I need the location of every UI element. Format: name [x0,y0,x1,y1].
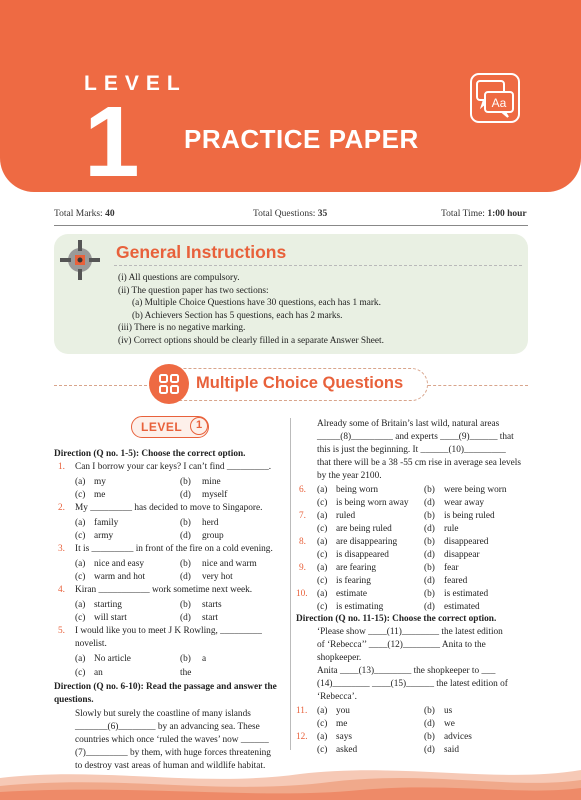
option-label: (c) [75,572,86,582]
instructions-title: General Instructions [116,242,287,262]
passage-line: to destroy vast areas of human and wildlife habitat. [75,761,266,771]
option-label: (c) [75,531,86,541]
question-number: 7. [299,511,306,521]
question-text: It is _________ in front of the fire on a cold evening. [75,544,273,554]
option-label: (b) [180,654,191,664]
total-time: Total Time: 1:00 hour [441,209,527,219]
option-label: (c) [75,490,86,500]
option-text: estimate [336,589,367,599]
option-text: will start [94,613,127,623]
option-text: we [444,719,455,729]
question-text: novelist. [75,639,107,649]
passage-line: Slowly but surely the coastline of many islands [75,709,251,719]
option-text: nice and warm [202,559,257,569]
option-text: were being worn [444,485,507,495]
question-number: 2. [58,503,65,513]
option-text: is fearing [336,576,371,586]
option-label: (d) [424,602,435,612]
passage-line: countries which once ‘ruled the waves’ now ______ [75,735,269,745]
option-text: No article [94,654,131,664]
option-text: is estimated [444,589,489,599]
option-label: (d) [424,719,435,729]
option-text: advices [444,732,472,742]
option-text: ruled [336,511,356,521]
option-label: (a) [317,563,328,573]
section-divider [54,385,152,386]
column-divider [290,418,291,750]
option-label: (a) [75,559,86,569]
option-text: mine [202,477,221,487]
option-text: is estimating [336,602,384,612]
option-label: (b) [424,563,435,573]
dialogue-line: of ‘Rebecca’’ ____(12)________ Anita to the [317,640,486,650]
passage-line: by the year 2100. [317,471,382,481]
option-label: (c) [317,550,328,560]
question-number: 11. [296,706,308,716]
passage-line: _____(8)_________ and experts ____(9)______ that [317,432,514,442]
question-number: 5. [58,626,65,636]
instruction-item: (a) Multiple Choice Questions have 30 questions, each has 1 mark. [132,298,381,308]
option-text: us [444,706,453,716]
option-label: (b) [180,477,191,487]
option-text: are being ruled [336,524,392,534]
option-label: (d) [180,572,191,582]
option-label: (c) [317,576,328,586]
option-text: estimated [444,602,480,612]
option-text: asked [336,745,358,755]
option-text: disappear [444,550,480,560]
instruction-item: (i) All questions are compulsory. [118,273,240,283]
page-title: PRACTICE PAPER [184,124,419,154]
instructions-list [118,272,384,347]
level-number: 1 [84,86,140,198]
option-text: said [444,745,459,755]
option-text: says [336,732,353,742]
option-text: warm and hot [94,572,146,582]
divider [54,225,528,226]
dialogue-line: ‘Rebecca’. [317,692,357,702]
section-divider [428,385,528,386]
option-label: (d) [424,524,435,534]
direction-text: questions. [54,695,94,705]
option-label: (b) [424,537,435,547]
section-title: Multiple Choice Questions [196,374,404,392]
question-text: Kiran ___________ work sometime next week. [75,585,253,595]
question-text: My _________ has decided to move to Singapore. [75,503,263,513]
option-label: (a) [75,518,86,528]
option-label: (b) [180,518,191,528]
option-text: the [180,668,192,678]
question-number: 3. [58,544,65,554]
option-text: disappeared [444,537,489,547]
dialogue-line: (14)________ ____(15)______ the latest edition of [317,679,508,689]
option-label: (b) [424,706,435,716]
option-text: rule [444,524,459,534]
option-text: me [94,490,106,500]
option-text: me [336,719,348,729]
option-label: (c) [317,719,328,729]
option-label: (a) [75,654,86,664]
direction-text: Direction (Q no. 6-10): Read the passage and answer the [54,682,277,692]
option-label: (b) [424,732,435,742]
level-word: LEVEL [84,72,187,95]
option-text: fear [444,563,459,573]
option-label: (c) [75,668,86,678]
question-text: Can I borrow your car keys? I can’t find _________. [75,462,272,472]
question-number: 1. [58,462,65,472]
option-label: (b) [424,589,435,599]
option-label: (d) [424,498,435,508]
instruction-item: (ii) The question paper has two sections: [118,285,269,296]
option-label: (d) [424,745,435,755]
level-badge-label: LEVEL [141,420,183,434]
option-text: a [202,654,207,664]
instructions-divider [114,265,522,266]
option-label: (a) [317,485,328,495]
option-label: (c) [317,745,328,755]
option-text: my [94,477,106,487]
option-label: (d) [180,490,191,500]
passage-line: (7)_________ by them, with huge forces threatening [75,748,271,758]
option-label: (b) [180,559,191,569]
option-text: family [94,518,119,528]
footer-wave-decoration [0,758,581,800]
option-label: (d) [424,550,435,560]
option-label: (d) [424,576,435,586]
instruction-item: (iv) Correct options should be clearly filled in a separate Answer Sheet. [118,335,384,346]
option-text: starts [202,600,222,610]
option-text: wear away [444,498,485,508]
option-text: is being worn away [336,498,409,508]
option-label: (a) [317,589,328,599]
option-text: are fearing [336,563,376,573]
dialogue-line: ‘Please show ____(11)________ the latest edition [317,627,503,637]
option-text: very hot [202,572,233,582]
option-text: being worn [336,485,379,495]
option-text: group [202,531,224,541]
question-number: 8. [299,537,306,547]
crosshair-icon [58,238,102,287]
option-label: (b) [424,485,435,495]
grid-icon [149,364,189,404]
option-label: (b) [424,511,435,521]
option-text: is disappeared [336,550,389,560]
dialogue-line: shopkeeper. [317,653,362,663]
option-text: army [94,531,114,541]
option-text: you [336,706,350,716]
svg-text:Aa: Aa [491,96,507,110]
question-number: 6. [299,485,306,495]
dialogue-line: Anita ____(13)________ the shopkeeper to ___ [317,666,496,676]
total-questions: Total Questions: 35 [253,209,328,219]
option-label: (d) [180,531,191,541]
question-number: 10. [296,589,308,599]
passage-line: that there will be a 38 -55 cm rise in average sea levels [317,458,521,468]
question-number: 9. [299,563,306,573]
chat-aa-icon [470,73,520,123]
passage-line: this is just the beginning. It ______(10)_________ [317,445,506,455]
question-number: 4. [58,585,65,595]
instruction-item: (iii) There is no negative marking. [118,323,246,333]
option-text: myself [202,490,228,500]
option-label: (c) [317,602,328,612]
direction-text: Direction (Q no. 1-5): Choose the correct option. [54,449,246,459]
option-text: nice and easy [94,559,145,569]
option-text: starting [94,600,122,610]
option-label: (a) [317,732,328,742]
passage-line: Already some of Britain’s last wild, natural areas [317,419,500,429]
option-text: is being ruled [444,511,495,521]
total-marks: Total Marks: 40 [54,209,115,219]
direction-text: Direction (Q no. 11-15): Choose the correct option. [296,614,497,624]
option-text: start [202,613,219,623]
option-text: feared [444,576,468,586]
instruction-item: (b) Achievers Section has 5 questions, each has 2 marks. [132,310,343,321]
option-label: (a) [317,537,328,547]
option-text: herd [202,518,219,528]
option-text: an [94,668,103,678]
option-text: are disappearing [336,537,398,547]
option-label: (a) [75,477,86,487]
option-label: (a) [75,600,86,610]
option-label: (a) [317,706,328,716]
question-text: I would like you to meet J K Rowling, _________ [75,626,262,636]
option-label: (c) [75,613,86,623]
option-label: (d) [180,613,191,623]
option-label: (c) [317,498,328,508]
level-badge-number: 1 [190,417,208,435]
option-label: (a) [317,511,328,521]
option-label: (b) [180,600,191,610]
option-label: (c) [317,524,328,534]
question-number: 12. [296,732,308,742]
passage-line: _______(6)________ by an advancing sea. These [75,722,260,732]
